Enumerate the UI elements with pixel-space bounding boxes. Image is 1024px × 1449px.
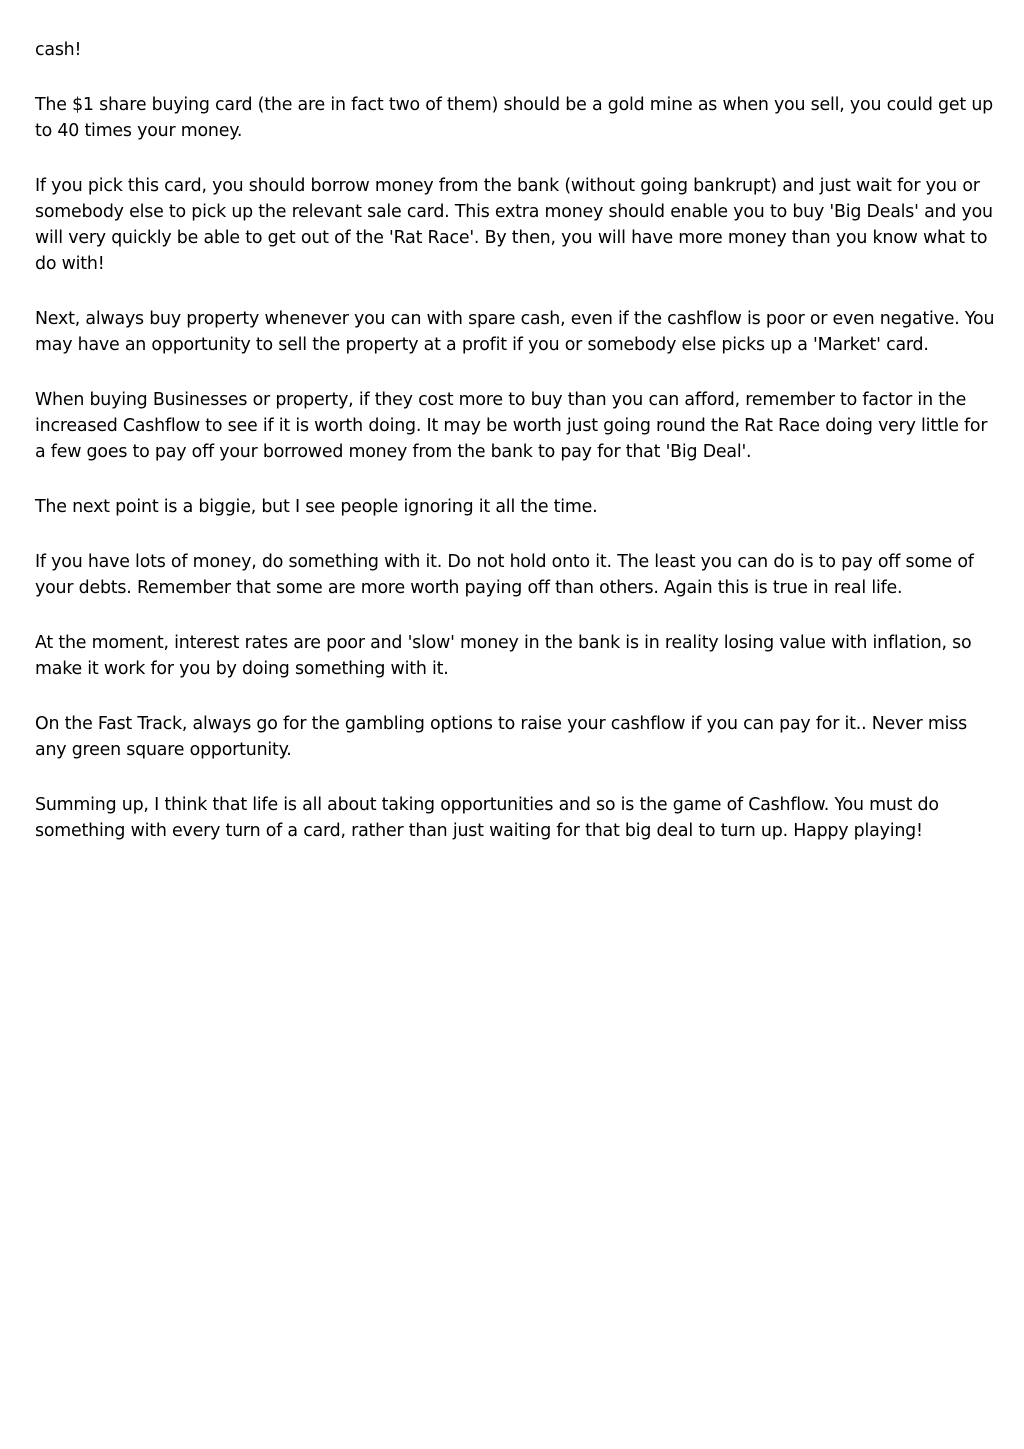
document-page — [35, 37, 995, 873]
paragraph: The $1 share buying card (the are in fact two of them) should be a gold mine as when you sell, you could get up to 40 times your money. — [35, 95, 993, 141]
paragraph: When buying Businesses or property, if they cost more to buy than you can afford, remember to factor in the increased Cashflow to see if it is worth doing. It may be worth just going round the Rat Race doing very little for a few goes to pay off your borrowed money from the bank to pay for that 'Big Deal'. — [35, 390, 988, 462]
paragraph: The next point is a biggie, but I see people ignoring it all the time. — [35, 497, 598, 517]
paragraph: If you have lots of money, do something with it. Do not hold onto it. The least you can do is to pay off some of your debts. Remember that some are more worth paying off than others. Again this is true in real life. — [35, 552, 974, 598]
paragraph: cash! — [35, 40, 82, 60]
paragraph: If you pick this card, you should borrow money from the bank (without going bankrupt) and just wait for you or somebody else to pick up the relevant sale card. This extra money should enable you to buy 'Big Deals' and you will very quickly be able to get out of the 'Rat Race'. By then, you will have more money than you know what to do with! — [35, 176, 993, 274]
paragraph: On the Fast Track, always go for the gambling options to raise your cashflow if you can pay for it.. Never miss any green square opportunity. — [35, 714, 967, 760]
paragraph: Next, always buy property whenever you can with spare cash, even if the cashflow is poor or even negative. You may have an opportunity to sell the property at a profit if you or somebody else picks up a 'Market' card. — [35, 309, 995, 355]
paragraph: At the moment, interest rates are poor and 'slow' money in the bank is in reality losing value with inflation, so make it work for you by doing something with it. — [35, 633, 972, 679]
paragraph: Summing up, I think that life is all about taking opportunities and so is the game of Cashflow. You must do something with every turn of a card, rather than just waiting for that big deal to turn up. Happy playing! — [35, 795, 939, 841]
